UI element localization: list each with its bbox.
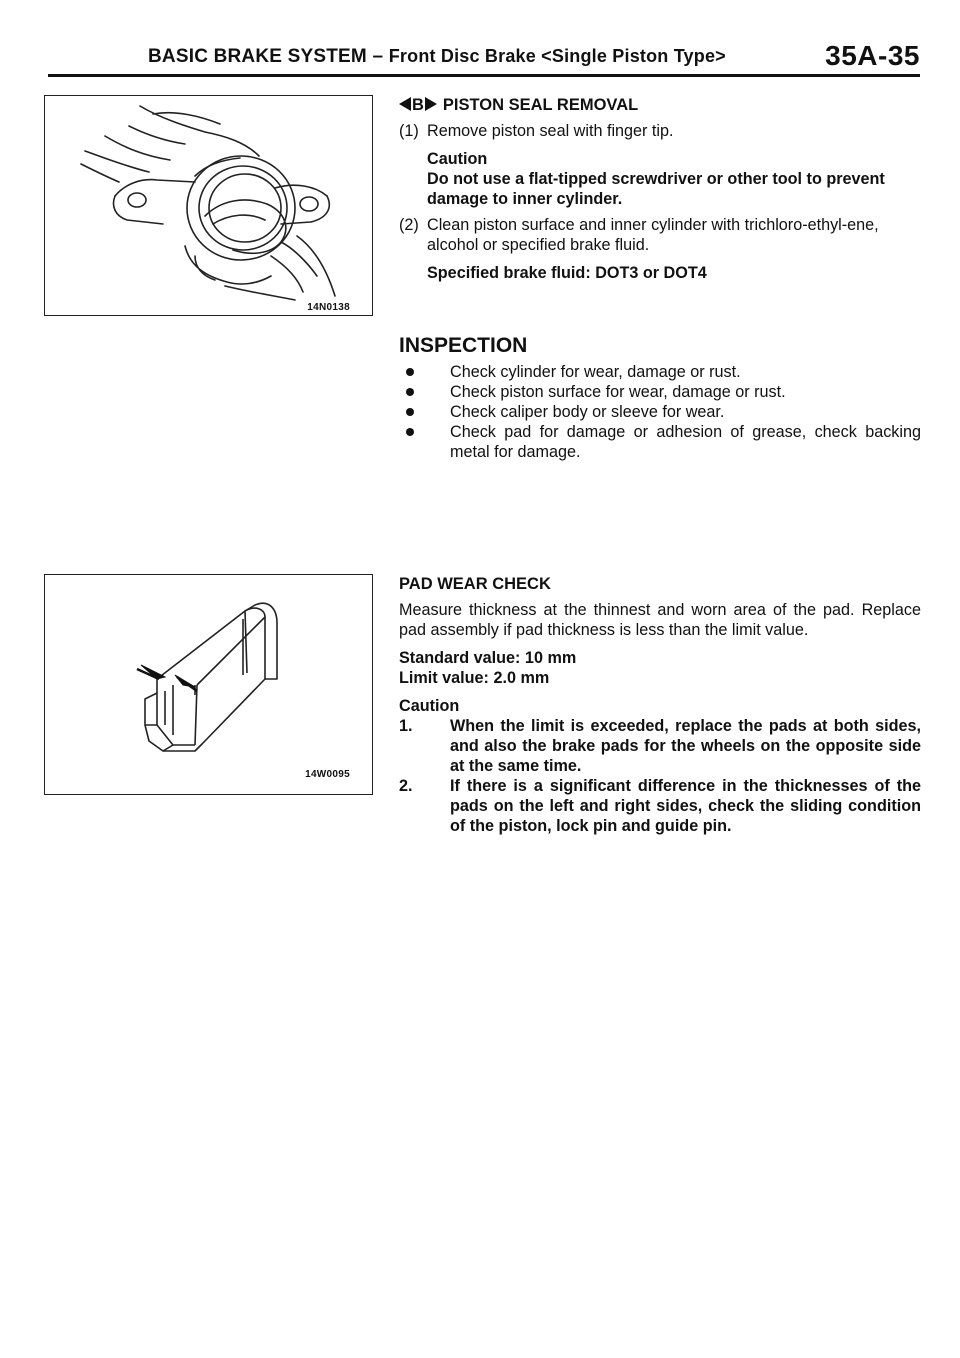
header-title <box>148 46 726 68</box>
caution-item <box>399 716 921 776</box>
spec-brake-fluid: Specified brake fluid: DOT3 or DOT4 <box>427 264 707 282</box>
caution-list <box>399 716 921 836</box>
step-text: Remove piston seal with finger tip. <box>427 122 674 140</box>
section-piston-seal-removal <box>399 95 921 283</box>
header-dash: – <box>372 46 384 67</box>
bullet-icon <box>406 388 414 396</box>
section-title: INSPECTION <box>399 334 528 357</box>
list-item-text: Check cylinder for wear, damage or rust. <box>450 363 741 381</box>
limit-value: Limit value: 2.0 mm <box>399 669 550 687</box>
header-section: BASIC BRAKE SYSTEM <box>148 46 367 67</box>
list-item-text: Check caliper body or sleeve for wear. <box>450 403 725 421</box>
section-title <box>399 95 921 115</box>
pad-wear-body: Measure thickness at the thinnest and worn area of the pad. Replace pad assembly if pad thickness is less than the limit value. <box>399 601 921 639</box>
step-number: (2) <box>399 216 419 234</box>
section-title: PAD WEAR CHECK <box>399 575 551 593</box>
arrow-right-icon <box>425 97 437 111</box>
step-number: (1) <box>399 122 419 140</box>
section-title-text: PISTON SEAL REMOVAL <box>442 96 639 114</box>
list-item-text: Check pad for damage or adhesion of grease, check backing metal for damage. <box>450 423 921 461</box>
brake-pad-icon <box>45 575 372 794</box>
list-item <box>399 382 921 402</box>
arrow-left-icon <box>399 97 411 111</box>
standard-value: Standard value: 10 mm <box>399 649 577 667</box>
caution-text: If there is a significant difference in the thicknesses of the pads on the left and right sides, check the sliding condition of the piston, lock pin and guide pin. <box>450 777 921 835</box>
section-inspection <box>399 336 921 462</box>
step-1 <box>399 121 921 141</box>
inspection-list <box>399 362 921 462</box>
caliper-piston-seal-icon <box>45 96 372 315</box>
figure-code: 14N0138 <box>307 302 350 313</box>
step-2 <box>399 215 921 255</box>
header-rule <box>48 74 920 77</box>
caution-label: Caution <box>399 697 460 715</box>
caution-text: When the limit is exceeded, replace the pads at both sides, and also the brake pads for the wheels on the opposite side at the same time. <box>450 717 921 775</box>
bullet-icon <box>406 428 414 436</box>
list-item <box>399 362 921 382</box>
caution-text: Do not use a flat-tipped screwdriver or other tool to prevent damage to inner cylinder. <box>427 170 885 208</box>
figure-code: 14W0095 <box>305 769 350 780</box>
caution-item <box>399 776 921 836</box>
list-item <box>399 402 921 422</box>
section-marker: B <box>412 96 424 114</box>
page-header <box>48 40 920 72</box>
figure-piston-seal <box>44 95 373 316</box>
step-text: Clean piston surface and inner cylinder with trichloro-ethyl-ene, alcohol or specified brake fluid. <box>427 216 879 254</box>
list-item-text: Check piston surface for wear, damage or rust. <box>450 383 786 401</box>
caution-label: Caution <box>427 150 488 168</box>
caution-number: 1. <box>399 717 413 735</box>
section-pad-wear-check <box>399 574 921 836</box>
figure-pad-wear <box>44 574 373 795</box>
bullet-icon <box>406 408 414 416</box>
bullet-icon <box>406 368 414 376</box>
page-code: 35A-35 <box>825 40 920 71</box>
header-subtitle: Front Disc Brake <Single Piston Type> <box>388 46 726 66</box>
caution-number: 2. <box>399 777 413 795</box>
list-item <box>399 422 921 462</box>
